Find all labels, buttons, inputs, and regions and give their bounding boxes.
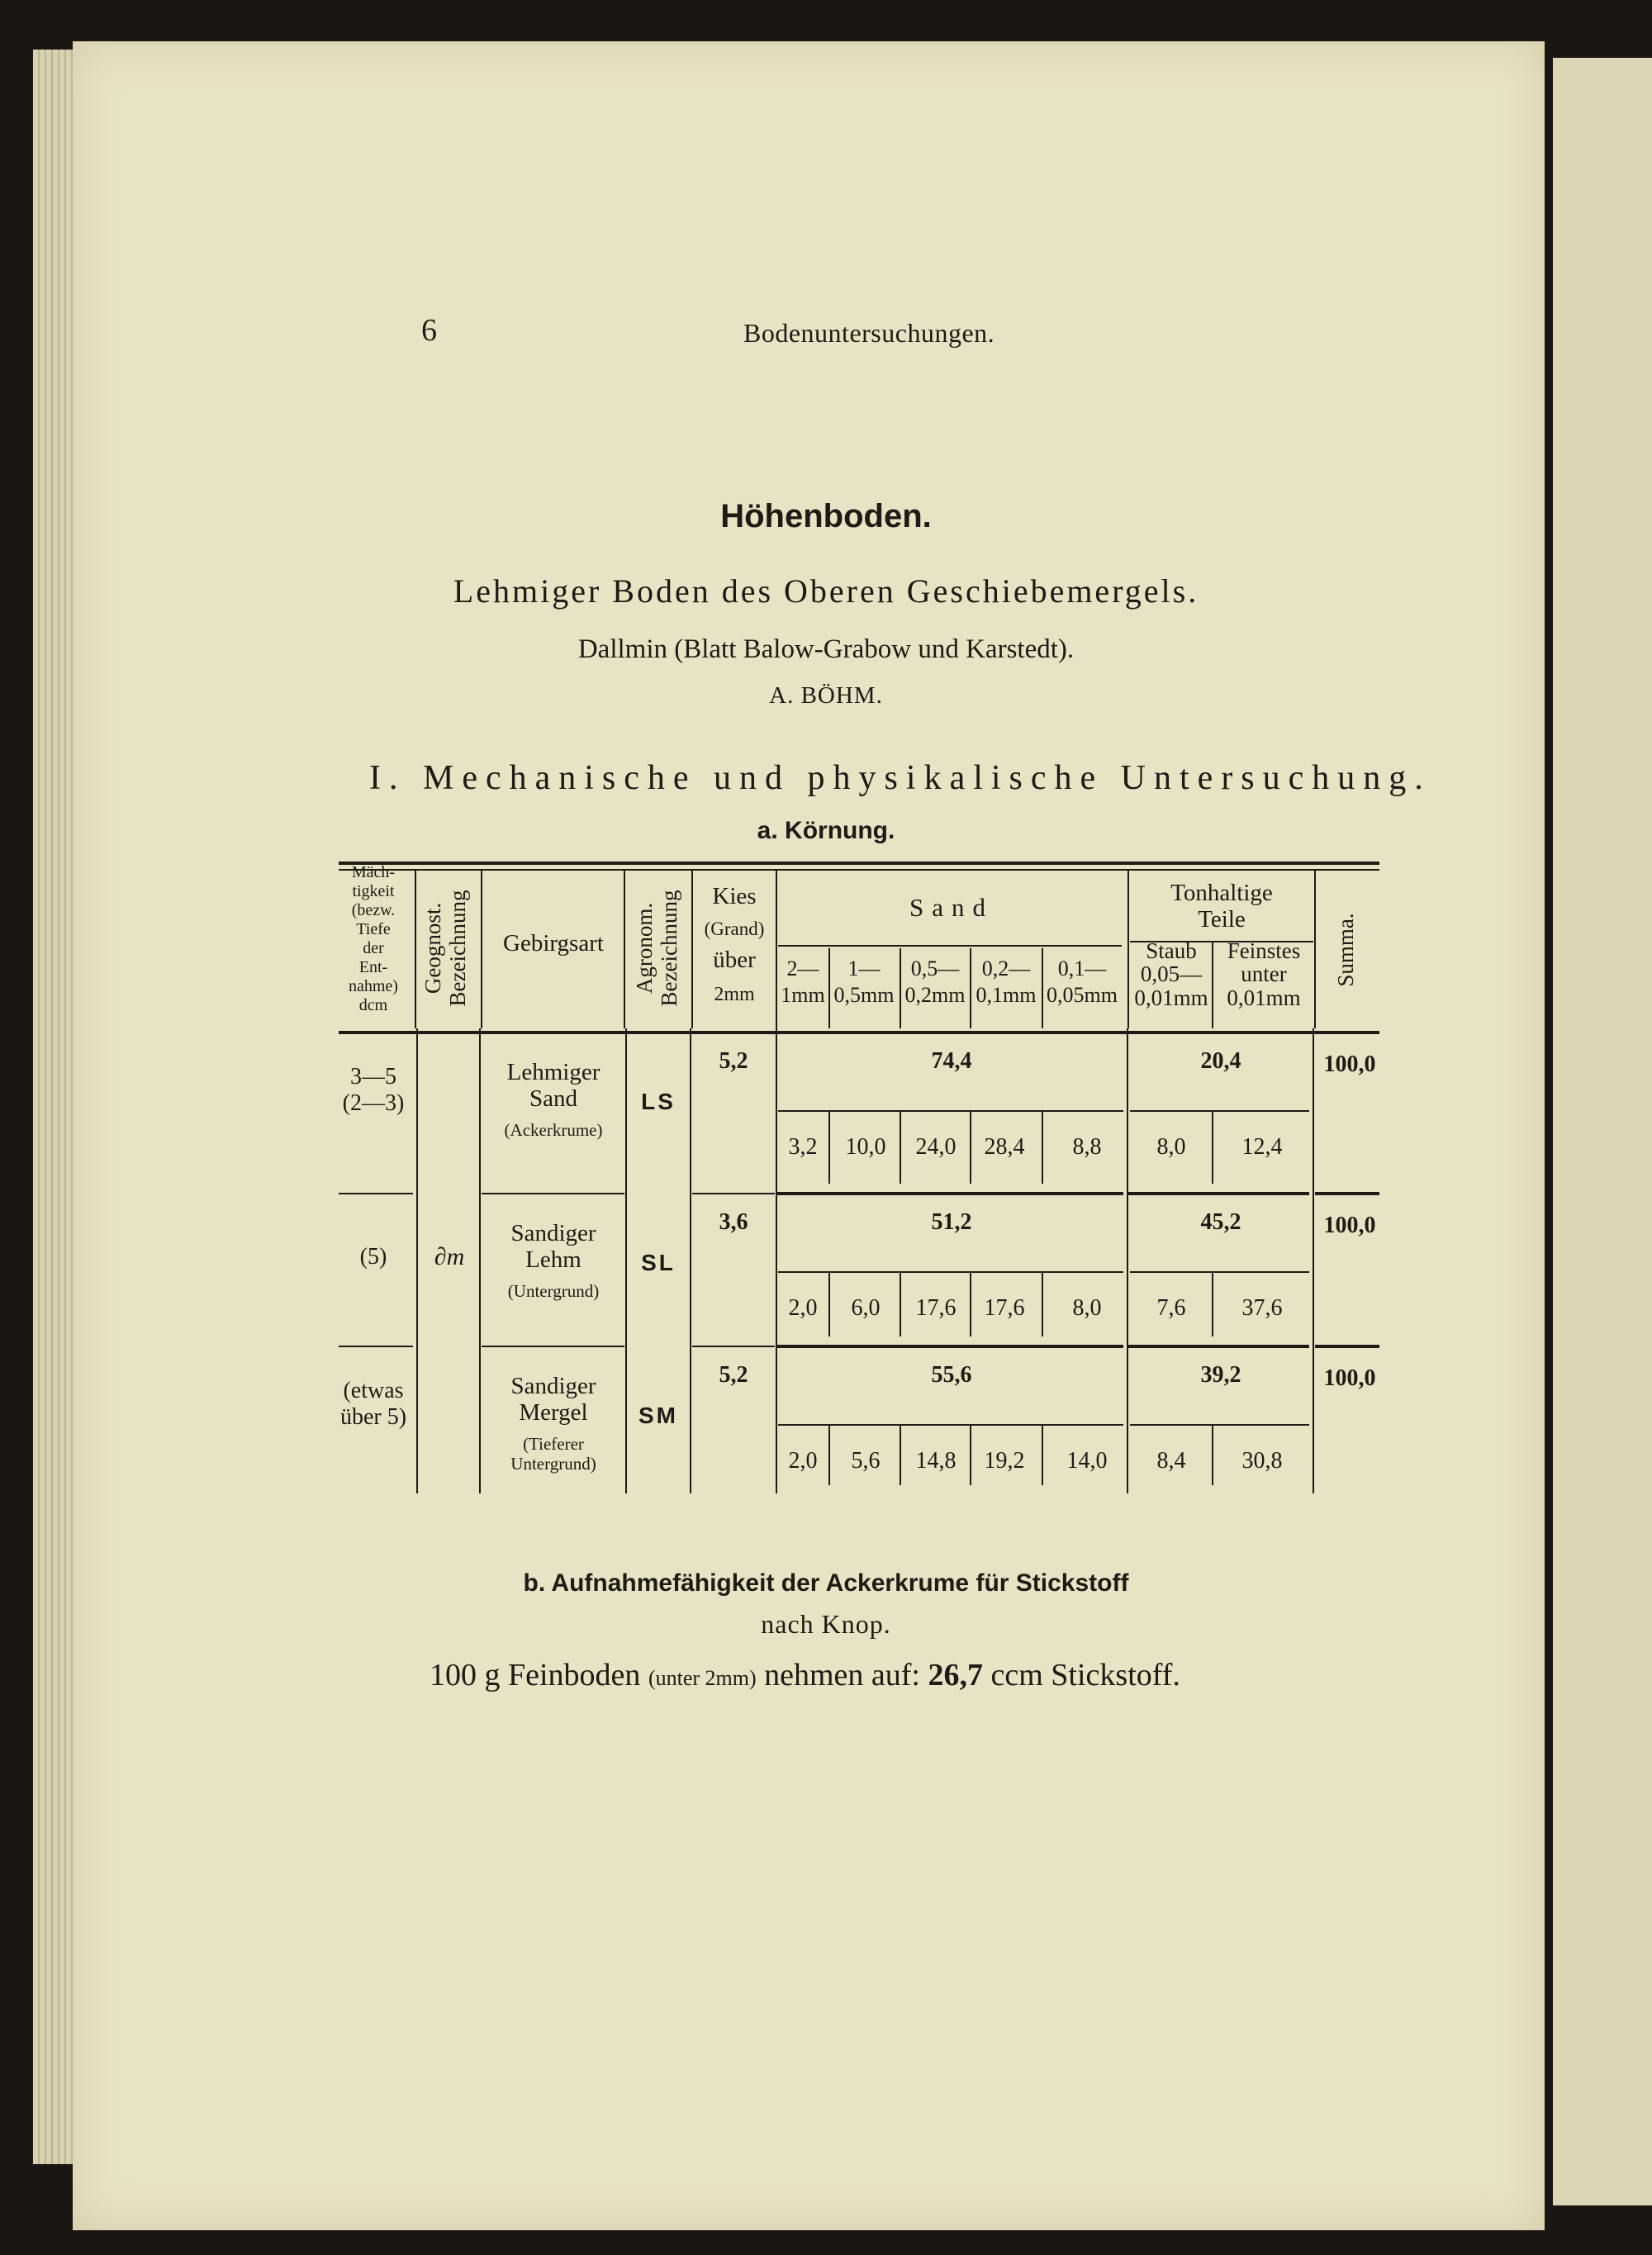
header-text: 1— [847, 957, 881, 980]
header-text: 0,2— [981, 957, 1031, 980]
header-text: Mäch- [351, 863, 396, 881]
result-middle: nehmen auf: [764, 1658, 920, 1692]
gebirgsart-text: Sandiger [510, 1373, 596, 1399]
sand-total: 55,6 [931, 1362, 972, 1388]
page-number: 6 [421, 313, 437, 348]
ton-fraction-value: 8,0 [1156, 1134, 1186, 1160]
header-text: Bezeichnung [445, 890, 470, 1007]
header-text: Feinstes [1227, 938, 1301, 963]
sand-fraction-value: 19,2 [984, 1448, 1025, 1474]
header-text: 0,01mm [1227, 985, 1301, 1010]
ton-fraction-value: 12,4 [1241, 1134, 1283, 1160]
summa-value: 100,0 [1323, 1052, 1376, 1077]
header-text: Geognost. [420, 902, 445, 995]
header-text: Bezeichnung [657, 890, 681, 1007]
sand-fraction-value: 3,2 [788, 1134, 818, 1160]
header-text: Kies [712, 883, 757, 909]
header-text: 0,1— [1057, 957, 1107, 980]
sand-fraction-value: 24,0 [915, 1134, 957, 1160]
ton-fraction-value: 8,4 [1156, 1448, 1186, 1474]
gebirgsart-note: (Tieferer [523, 1434, 584, 1454]
header-ton-fractions [1134, 938, 1300, 1010]
section-heading: I. Mechanische und physikalische Untersuchung. [369, 759, 1431, 797]
header-text: 2mm [714, 984, 755, 1005]
header-tonhaltige [1170, 880, 1273, 933]
header-kies [705, 883, 765, 1005]
sand-total: 51,2 [931, 1209, 972, 1235]
subsection-b-note: nach Knop. [761, 1609, 891, 1639]
header-summa: Summa. [1333, 913, 1358, 987]
running-title: Bodenuntersuchungen. [743, 318, 995, 348]
header-text: 1mm [781, 983, 825, 1007]
sand-fraction-value: 10,0 [845, 1134, 886, 1160]
author-line: A. BÖHM. [769, 682, 883, 709]
ton-fraction-value: 37,6 [1241, 1295, 1283, 1321]
sand-fraction-value: 2,0 [788, 1295, 818, 1321]
gebirgsart-text: Sandiger [510, 1220, 596, 1246]
header-text: (bezw. [351, 901, 396, 919]
sand-fraction-value: 2,0 [788, 1448, 818, 1474]
header-text: 0,2mm [904, 983, 966, 1007]
agronom-code: SL [641, 1250, 676, 1275]
result-small: (unter 2mm) [648, 1666, 757, 1690]
page-title: Höhenboden. [720, 498, 932, 534]
sand-fraction-value: 14,8 [915, 1448, 957, 1474]
depth-text: 3—5 [350, 1064, 396, 1090]
subtitle: Lehmiger Boden des Oberen Geschiebemergels. [453, 572, 1199, 610]
kies-value: 3,6 [719, 1209, 748, 1235]
result-prefix: 100 g Feinboden [430, 1658, 641, 1692]
header-text: dcm [358, 996, 388, 1014]
sand-fraction-value: 5,6 [851, 1448, 881, 1474]
result-value: 26,7 [928, 1658, 983, 1692]
gebirgsart-text: Lehm [525, 1246, 582, 1273]
sand-fraction-value: 17,6 [915, 1295, 957, 1321]
header-sand: Sand [909, 893, 994, 922]
header-text: Tiefe [356, 920, 391, 938]
header-text: Agronom. [632, 902, 657, 995]
header-text: über [713, 947, 756, 973]
sand-total: 74,4 [931, 1048, 972, 1074]
header-sand-fractions [781, 957, 1118, 1007]
header-gebirgsart: Gebirgsart [503, 930, 604, 957]
header-text: 0,01mm [1134, 985, 1208, 1010]
header-agronom [632, 890, 681, 1007]
header-text: nahme) [349, 977, 398, 995]
subsection-a-heading: a. Körnung. [757, 817, 895, 844]
gebirgsart-text: Sand [529, 1085, 577, 1112]
depth-text: über 5) [339, 1404, 407, 1430]
subsection-b-heading: b. Aufnahmefähigkeit der Ackerkrume für Stickstoff [523, 1569, 1129, 1597]
header-text: 0,05— [1140, 961, 1203, 986]
header-text: Ent- [358, 958, 388, 976]
header-text: 0,05mm [1047, 983, 1118, 1007]
agronom-code: LS [641, 1089, 676, 1114]
result-suffix: ccm Stickstoff. [990, 1658, 1180, 1692]
depth-text: (5) [359, 1244, 387, 1270]
header-text: 2— [786, 957, 819, 980]
gebirgsart-note: Untergrund) [510, 1454, 596, 1474]
header-maechtigkeit [349, 863, 398, 1014]
result-line [430, 1657, 1180, 1693]
depth-text: (2—3) [342, 1090, 405, 1116]
depth-text: (etwas [343, 1378, 404, 1403]
kies-value: 5,2 [719, 1362, 748, 1388]
gebirgsart-note: (Untergrund) [507, 1281, 600, 1301]
sand-fraction-value: 6,0 [851, 1295, 881, 1321]
header-text: 0,5— [910, 957, 960, 980]
header-text: der [363, 939, 384, 957]
header-geognost [420, 890, 470, 1007]
ton-total: 20,4 [1200, 1048, 1241, 1074]
agronom-code: SM [638, 1403, 678, 1428]
gebirgsart-note: (Ackerkrume) [504, 1120, 603, 1140]
summa-value: 100,0 [1323, 1365, 1376, 1391]
kies-value: 5,2 [719, 1048, 748, 1074]
location-line: Dallmin (Blatt Balow-Grabow und Karstedt). [577, 634, 1075, 664]
ton-fraction-value: 30,8 [1241, 1448, 1283, 1474]
sand-fraction-value: 14,0 [1066, 1448, 1108, 1474]
header-text: 0,1mm [976, 983, 1037, 1007]
sand-fraction-value: 8,8 [1072, 1134, 1102, 1160]
summa-value: 100,0 [1323, 1213, 1376, 1238]
header-text: tigkeit [352, 882, 395, 900]
header-text: 0,5mm [833, 983, 895, 1007]
geognost-symbol: ∂m [434, 1243, 465, 1270]
gebirgsart-text: Mergel [519, 1399, 588, 1426]
sand-fraction-value: 28,4 [984, 1134, 1025, 1160]
sand-fraction-value: 8,0 [1072, 1295, 1102, 1321]
header-text: Tonhaltige [1170, 880, 1273, 906]
ton-total: 39,2 [1200, 1362, 1241, 1388]
header-text: (Grand) [704, 919, 765, 939]
header-text: Staub [1146, 938, 1197, 963]
ton-fraction-value: 7,6 [1156, 1295, 1186, 1321]
header-text: Teile [1198, 906, 1246, 933]
header-text: unter [1241, 961, 1287, 986]
table-body [339, 1048, 1379, 1485]
gebirgsart-text: Lehmiger [506, 1059, 601, 1085]
sand-fraction-value: 17,6 [984, 1295, 1025, 1321]
ton-total: 45,2 [1200, 1209, 1241, 1235]
